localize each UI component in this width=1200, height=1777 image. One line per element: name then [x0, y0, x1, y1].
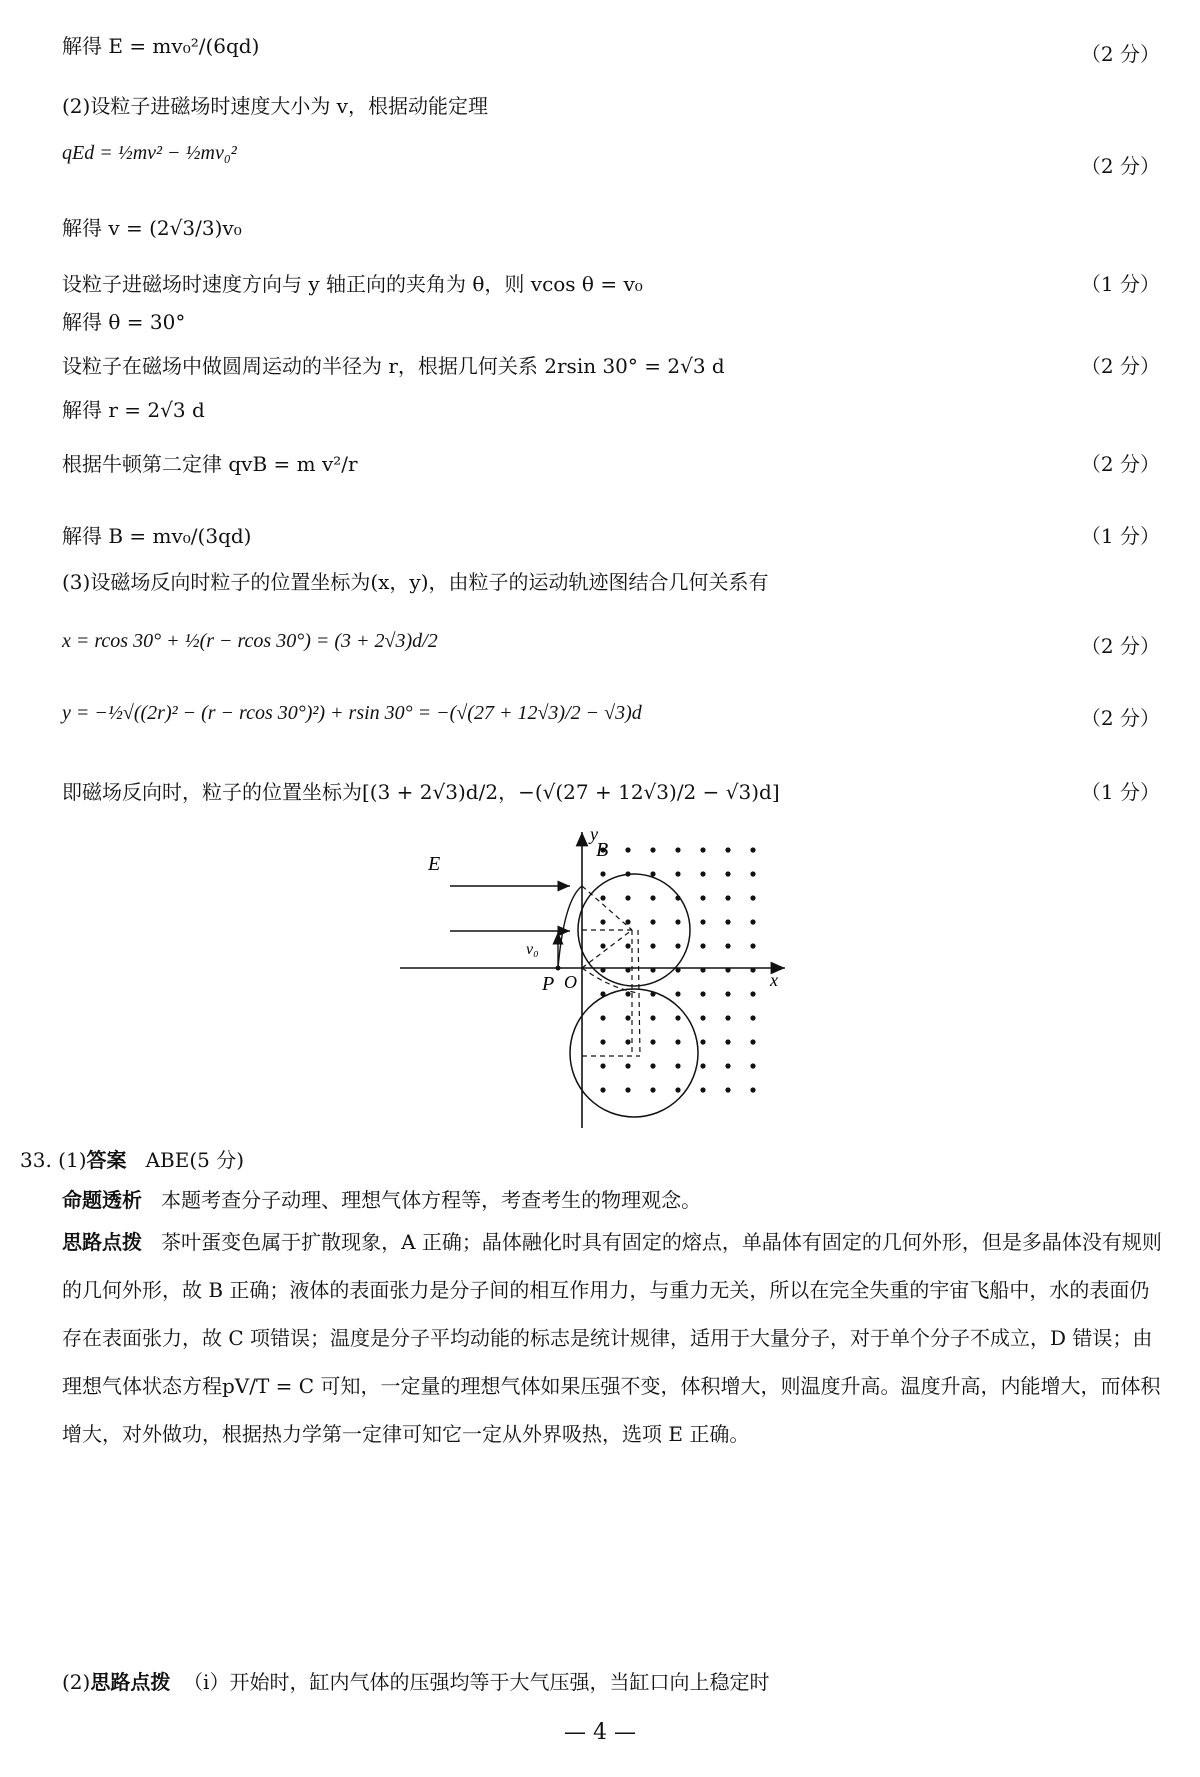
field-dot: [625, 847, 630, 852]
field-dot: [600, 1087, 605, 1092]
field-dot: [750, 895, 755, 900]
field-dot: [700, 895, 705, 900]
q33-hint: [62, 1218, 1162, 1458]
field-dot: [675, 847, 680, 852]
part2-prefix: (2): [62, 1670, 91, 1694]
field-dot: [750, 967, 755, 972]
field-dot: [700, 943, 705, 948]
label-v0: v₀: [526, 941, 539, 958]
field-dot: [725, 1087, 730, 1092]
analysis-label: 命题透析: [62, 1188, 142, 1212]
label-B: B: [596, 839, 609, 861]
field-dot: [750, 991, 755, 996]
label-O: O: [564, 972, 577, 992]
field-dot: [650, 1087, 655, 1092]
field-dot: [675, 943, 680, 948]
field-dot: [650, 895, 655, 900]
field-dot: [700, 991, 705, 996]
field-dot: [650, 991, 655, 996]
field-dot: [675, 895, 680, 900]
field-dot: [675, 1087, 680, 1092]
line-E: 解得 E = mv₀²/(6qd): [62, 34, 260, 58]
field-dot: [675, 967, 680, 972]
field-dot: [750, 847, 755, 852]
line-coordinates: 即磁场反向时，粒子的位置坐标为[(3 + 2√3)d/2，−(√(27 + 12√3)/2 − √3)d]: [62, 780, 780, 804]
label-y: y: [590, 824, 598, 844]
hint-label: 思路点拨: [62, 1230, 142, 1254]
field-dot: [750, 1015, 755, 1020]
field-dot: [600, 1015, 605, 1020]
field-dot: [700, 1039, 705, 1044]
part2-label: 思路点拨: [90, 1670, 171, 1694]
field-dot: [725, 943, 730, 948]
trajectory-circle-lower: [570, 989, 698, 1117]
field-dot: [625, 943, 630, 948]
q33-analysis: [62, 1178, 1162, 1222]
field-dot: [700, 1015, 705, 1020]
field-dot: [675, 1015, 680, 1020]
field-dot: [725, 919, 730, 924]
field-dot: [725, 847, 730, 852]
field-dot: [600, 919, 605, 924]
field-dot: [625, 1063, 630, 1068]
field-dot: [725, 991, 730, 996]
line-r: 解得 r = 2√3 d: [62, 398, 205, 422]
field-dot: [600, 871, 605, 876]
field-dot: [700, 1087, 705, 1092]
field-dot: [750, 871, 755, 876]
field-dot: [650, 847, 655, 852]
field-dot: [650, 967, 655, 972]
field-dot: [725, 895, 730, 900]
score: （2 分）: [1080, 154, 1160, 178]
field-dot: [600, 895, 605, 900]
field-dot: [725, 1039, 730, 1044]
field-dot: [750, 1087, 755, 1092]
line-v: 解得 v = (2√3/3)v₀: [62, 216, 242, 240]
field-dot: [725, 1063, 730, 1068]
field-dot: [700, 847, 705, 852]
score: （2 分）: [1080, 354, 1160, 378]
field-dot: [625, 1087, 630, 1092]
score: （1 分）: [1080, 272, 1160, 296]
field-dot: [600, 991, 605, 996]
field-dot: [700, 1063, 705, 1068]
field-dot: [725, 871, 730, 876]
q33-answer-line: [20, 1138, 1162, 1182]
field-dot: [650, 871, 655, 876]
line-B: 解得 B = mv₀/(3qd): [62, 524, 252, 548]
field-dot: [650, 1015, 655, 1020]
field-dot: [675, 1039, 680, 1044]
field-dot: [625, 919, 630, 924]
line-y: y = −½√((2r)² − (r − rcos 30°)²) + rsin 30° = −(√(27 + 12√3)/2 − √3)d: [62, 702, 642, 724]
label-x: x: [770, 970, 778, 990]
field-dot: [750, 1039, 755, 1044]
score: （2 分）: [1080, 634, 1160, 658]
page-number: — 4 —: [564, 1720, 636, 1745]
line-radius-geom: 设粒子在磁场中做圆周运动的半径为 r，根据几何关系 2rsin 30° = 2√3 d: [62, 354, 725, 378]
part2-text: （ⅰ）开始时，缸内气体的压强均等于大气压强，当缸口向上稳定时: [183, 1670, 770, 1694]
analysis-text: 本题考查分子动理、理想气体方程等，考查考生的物理观念。: [161, 1188, 702, 1212]
field-dot: [750, 919, 755, 924]
field-dot: [625, 895, 630, 900]
field-dot: [675, 1063, 680, 1068]
field-dot: [650, 919, 655, 924]
answer-text: ABE(5 分): [145, 1148, 245, 1172]
line-theta-def: 设粒子进磁场时速度方向与 y 轴正向的夹角为 θ，则 vcos θ = v₀: [62, 272, 643, 296]
q33-part2: [62, 1660, 1162, 1704]
field-dot: [675, 991, 680, 996]
field-dot: [625, 991, 630, 996]
magnetic-field-dots: [600, 847, 755, 1092]
line-newton: 根据牛顿第二定律 qvB = m v²/r: [62, 452, 358, 476]
field-dot: [625, 1015, 630, 1020]
field-dot: [625, 1039, 630, 1044]
point-P: [556, 966, 561, 971]
trajectory-figure: [428, 824, 800, 1140]
field-dot: [650, 1063, 655, 1068]
score: （1 分）: [1080, 780, 1160, 804]
answer-label: 答案: [86, 1148, 127, 1172]
field-dot: [600, 1063, 605, 1068]
field-dot: [700, 967, 705, 972]
field-dot: [675, 919, 680, 924]
field-dot: [600, 1039, 605, 1044]
score: （2 分）: [1080, 42, 1160, 66]
field-dot: [650, 943, 655, 948]
field-dot: [625, 871, 630, 876]
field-dot: [700, 919, 705, 924]
field-dot: [725, 967, 730, 972]
line-theta: 解得 θ = 30°: [62, 310, 186, 334]
hint-text: 茶叶蛋变色属于扩散现象，A 正确；晶体融化时具有固定的熔点，单晶体有固定的几何外形，但是多晶体没有规则的几何外形，故 B 正确；液体的表面张力是分子间的相互作用力，与重力无关，所以在完全失重的宇宙飞船中，水的表面仍存在表面张力，故 C 项错误；温度是分子平均动能的标志是统计规律，适用于大量分子，对于单个分子不成立，D 错误；由理想气体状态方程pV/T = C 可知，一定量的理想气体如果压强不变，体积增大，则温度升高。温度升高，内能增大，而体积增大，对外做功，根据热力学第一定律可知它一定从外界吸热，选项 E 正确。: [62, 1230, 1162, 1446]
construction-lines: [582, 886, 640, 1056]
label-P: P: [542, 973, 555, 995]
label-E: E: [428, 853, 441, 875]
q33-number: 33. (1): [20, 1148, 87, 1172]
field-dot: [750, 1063, 755, 1068]
line-part2: (2)设粒子进磁场时速度大小为 v，根据动能定理: [62, 94, 488, 118]
field-dot: [650, 1039, 655, 1044]
field-dot: [600, 943, 605, 948]
field-dot: [600, 967, 605, 972]
field-dot: [675, 871, 680, 876]
line-kinetic: qEd = ½mv² − ½mv₀²: [62, 142, 237, 164]
field-dot: [700, 871, 705, 876]
score: （1 分）: [1080, 524, 1160, 548]
score: （2 分）: [1080, 452, 1160, 476]
field-dot: [750, 943, 755, 948]
field-dot: [625, 967, 630, 972]
score: （2 分）: [1080, 706, 1160, 730]
field-dot: [725, 1015, 730, 1020]
line-x: x = rcos 30° + ½(r − rcos 30°) = (3 + 2√3)d/2: [62, 630, 438, 652]
line-part3: (3)设磁场反向时粒子的位置坐标为(x，y)，由粒子的运动轨迹图结合几何关系有: [62, 570, 769, 594]
